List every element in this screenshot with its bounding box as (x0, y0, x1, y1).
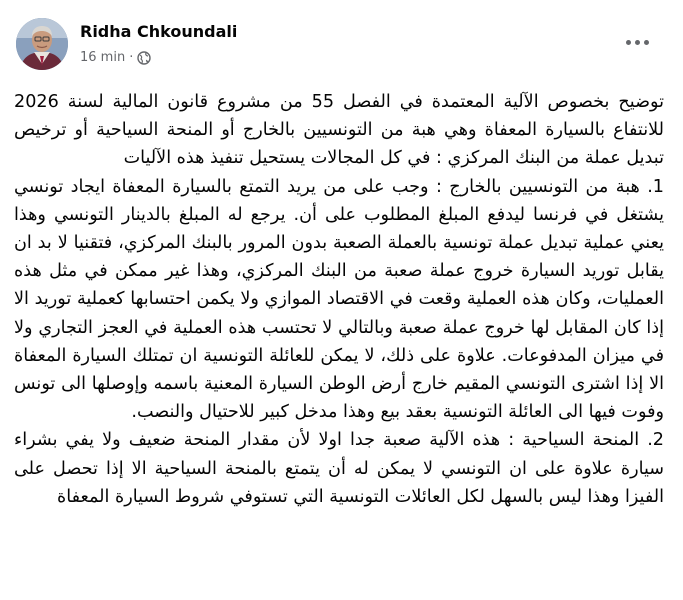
more-options-button[interactable] (619, 30, 655, 54)
meta-separator: · (129, 50, 134, 65)
more-options-icon (626, 40, 631, 45)
profile-photo (16, 18, 68, 70)
post-paragraph-intro: توضيح بخصوص الآلية المعتمدة في الفصل 55 من مشروع قانون المالية لسنة 2026 للانتفاع بالسيارة المعفاة وهي هبة من التونسيين بالخارج أو المنحة السياحية أو ترخيص تبديل عملة من البنك المركزي : في كل المجالات يستحيل تنفيذ هذه الآليات (14, 92, 664, 169)
post-text (14, 88, 664, 511)
author-name[interactable]: Ridha Chkoundali (80, 22, 238, 41)
post-meta (80, 50, 151, 65)
post-paragraph-1: 1. هبة من التونسيين بالخارج : وجب على من يريد التمتع بالسيارة المعفاة ايجاد تونسي يشتغل في فرنسا ليدفع المبلغ المطلوب على أن. يرجع له المبلغ بالدينار التونسي وهذا يعني عملية تبديل عملة تونسية بالعملة الصعبة بدون المرور بالبنك المركزي، فتقنيا لا بد ان يقابل توريد السيارة خروج عملة صعبة من البنك المركزي، وهذا غير ممكن في مثل هذه العمليات، وكان هذه العملية وقعت في الاقتصاد الموازي ولا يكمن احتسابها كعملية توريد الا إذا كان المقابل لها خروج عملة صعبة وبالتالي لا تحتسب هذه العملية في العجز التجاري ولا في ميزان المدفوعات. علاوة على ذلك، لا يمكن للعائلة التونسية ان تمتلك السيارة المعفاة الا إذا اشترى التونسي المقيم خارج أرض الوطن السيارة المعنية باسمه وإوصلها الى تونس وفوت فيها الى العائلة التونسية بعقد بيع وهذا مدخل كبير للاحتيال والنصب. (14, 176, 664, 423)
post-header (0, 0, 683, 80)
avatar[interactable] (16, 18, 68, 70)
globe-icon (137, 51, 151, 65)
post-paragraph-2: 2. المنحة السياحية : هذه الآلية صعبة جدا اولا لأن مقدار المنحة ضعيف ولا يفي بشراء سيارة علاوة على ان التونسي لا يمكن له أن يتمتع بالمنحة السياحية الا إذا تحصل على الفيزا وهذا ليس بالسهل لكل العائلات التونسية التي تستوفي شروط السيارة المعفاة (14, 430, 664, 507)
post-timestamp[interactable]: 16 min (80, 50, 126, 65)
